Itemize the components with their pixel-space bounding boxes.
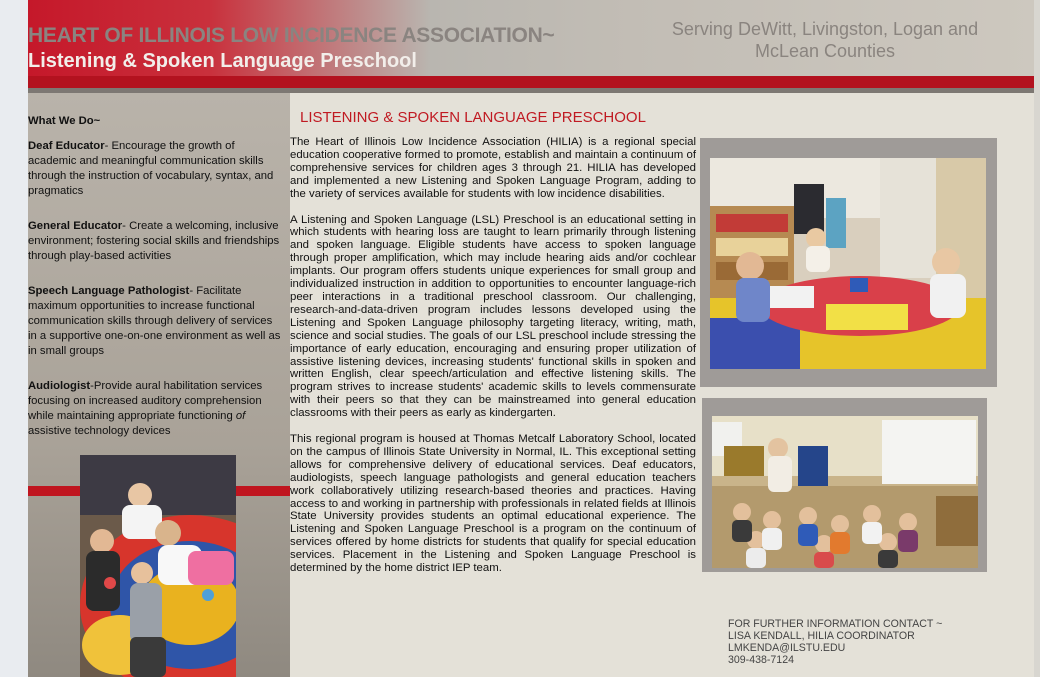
story-time-photo <box>712 416 978 568</box>
role-name: General Educator <box>28 220 123 232</box>
program-description <box>290 136 696 588</box>
program-subtitle: Listening & Spoken Language Preschool <box>28 50 417 72</box>
right-margin <box>1034 0 1040 677</box>
role-deaf-educator <box>28 139 282 199</box>
serving-line-1: Serving DeWitt, Livingston, Logan and <box>671 19 979 39</box>
contact-phone: 309-438-7124 <box>728 654 794 666</box>
role-name: Deaf Educator <box>28 140 105 152</box>
flyer-sheet <box>28 0 1034 677</box>
contact-heading: FOR FURTHER INFORMATION CONTACT ~ <box>728 618 943 630</box>
role-description: - Encourage the growth of academic and meaningful communication skills through the instruction of vocabulary, syntax, and pragmatics <box>28 140 274 197</box>
serving-line-2: McLean Counties <box>754 41 896 61</box>
contact-email: LMKENDA@ILSTU.EDU <box>728 642 846 654</box>
role-description-italic: of <box>235 410 246 422</box>
role-description: -Provide aural habilitation services focusing on increased auditory comprehension while maintaining appropriate functioning <box>28 380 263 422</box>
role-name: Audiologist <box>28 380 91 392</box>
what-we-do-heading: What We Do~ <box>28 115 101 127</box>
role-description-tail: assistive technology devices <box>28 425 171 437</box>
counties-served <box>660 18 990 62</box>
organization-title: HEART OF ILLINOIS LOW INCIDENCE ASSOCIATION~ <box>28 24 555 47</box>
role-speech-language-pathologist <box>28 284 282 359</box>
contact-info <box>728 618 942 666</box>
lsl-paragraph: A Listening and Spoken Language (LSL) Preschool is an educational setting in which students with hearing loss are taught to learn primarily through listening and spoken language. Eligible students have access to spoken language through proper amplification, which may include hearing aids and/or cochlear implants. Our program offers students unique experiences for small group and individualized instruction in addition to opportunities to encounter language-rich peer interactions in a traditional preschool classroom. Our challenging, research-and-data-driven program includes lessons developed using the Listening and Spoken Language philosophy targeting literacy, writing, math, science and social studies. The goals of our LSL preschool include stressing the importance of early education, encouraging and ensuring proper utilization of assistive listening devices, increasing students' functional skills in spoken and written English, clear speech/articulation and effective listening skills. The program strives to increase students' academic skills to levels commensurate with their peers so that they can be mainstreamed into general education classrooms with their peers as early as kindergarten. <box>290 213 696 420</box>
role-name: Speech Language Pathologist <box>28 285 190 297</box>
children-on-rug-photo <box>80 455 236 677</box>
role-audiologist <box>28 379 282 439</box>
intro-paragraph: The Heart of Illinois Low Incidence Association (HILIA) is a regional special education cooperative formed to promote, establish and maintain a continuum of comprehensive services for children ages 3 through 21. HILIA has developed and implemented a new Listening and Spoken Language Program, adding to the variety of services available for students with low incidence disabilities. <box>290 136 696 200</box>
header-red-stripe <box>28 76 1034 88</box>
contact-name: LISA KENDALL, HILIA COORDINATOR <box>728 630 915 642</box>
role-description: - Create a welcoming, inclusive environment; fostering social skills and friendships through play-based activities <box>28 220 280 262</box>
role-description: - Facilitate maximum opportunities to increase functional communication skills through delivery of services in a supportive one-on-one environment as well as in small groups <box>28 285 281 357</box>
role-general-educator <box>28 219 282 264</box>
classroom-table-photo <box>710 158 986 369</box>
what-we-do-section <box>28 114 282 459</box>
left-margin <box>0 0 28 677</box>
location-paragraph: This regional program is housed at Thomas Metcalf Laboratory School, located on the campus of Illinois State University in Normal, IL. This exceptional setting allows for comprehensive delivery of educational services. Deaf educators, audiologists, speech language pathologists and general education teachers work collaboratively utilizing research-based theories and practices. Having access to and working in partnership with professionals in related fields at Illinois State University provides students an optimal educational experience. The Listening and Spoken Language Preschool is a program on the continuum of services offered by home districts for students that qualify for special education services. Placement in the Listening and Spoken Language Preschool is determined by the home district IEP team. <box>290 433 696 575</box>
page-title: LISTENING & SPOKEN LANGUAGE PRESCHOOL <box>300 109 646 126</box>
